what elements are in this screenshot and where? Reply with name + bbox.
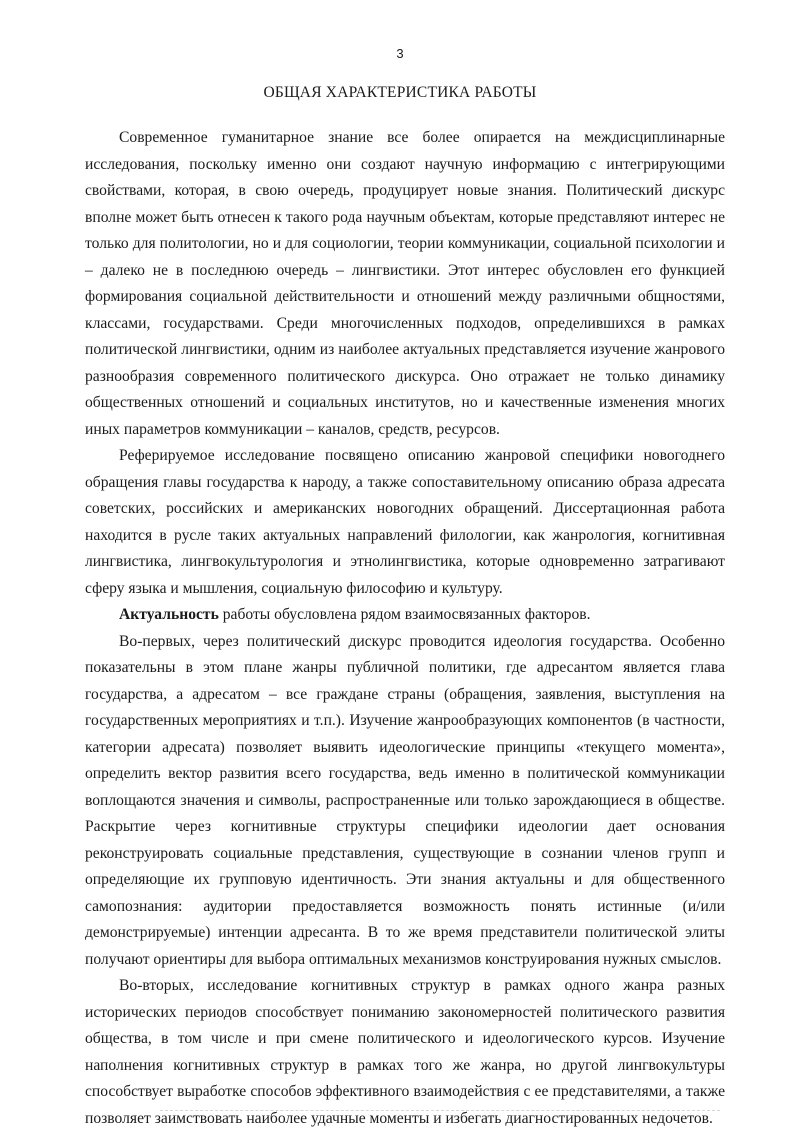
relevance-text: работы обусловлена рядом взаимосвязанных факторов. [218,606,591,623]
section-heading: ОБЩАЯ ХАРАКТЕРИСТИКА РАБОТЫ [263,84,537,101]
body-text [85,125,725,1132]
relevance-term: Актуальность [119,606,219,623]
paragraph-firstly: Во-первых, через политический дискурс проводится идеология государства. Особенно показательны в этом плане жанры публичной политики, где адресантом является глава государства, а адресатом – все граждане страны (обращения, заявления, выступления на государственных мероприятиях и т.п.). Изучение жанрообразующих компонентов (в частности, категории адресата) позволяет выявить идеологические принципы «текущего момента», определить вектор развития всего государства, ведь именно в политической коммуникации воплощаются значения и символы, распространенные или только зарождающиеся в обществе. Раскрытие через когнитивные структуры специфики идеологии дает основания реконструировать социальные представления, существующие в сознании членов групп и определяющие их групповую идентичность. Эти знания актуальны и для общественного самопознания: аудитории предоставляется возможность понять истинные (и/или демонстрируемые) интенции адресанта. В то же время представители политической элиты получают ориентиры для выбора оптимальных механизмов конструирования нужных смыслов. [85,632,725,968]
paragraph-research-subject: Реферируемое исследование посвящено описанию жанровой специфики новогоднего обращения главы государства к народу, а также сопоставительному описанию образа адресата советских, российских и американских новогодних обращений. Диссертационная работа находится в русле таких актуальных направлений филологии, как жанрология, когнитивная лингвистика, лингвокультурология и этнолингвистика, которые одновременно затрагивают сферу языка и мышления, социальную философию и культуру. [85,447,725,597]
paragraph-relevance [85,602,725,629]
footer-rule [160,1110,720,1111]
page-number: 3 [396,46,404,61]
paragraph-interdisciplinary: Современное гуманитарное знание все более опирается на междисциплинарные исследования, поскольку именно они создают научную информацию с интегрирующими свойствами, которая, в свою очередь, продуцирует новые знания. Политический дискурс вполне может быть отнесен к такого рода научным объектам, которые представляют интерес не только для политологии, но и для социологии, теории коммуникации, социальной психологии и – далеко не в последнюю очередь – лингвистики. Этот интерес обусловлен его функцией формирования социальной действительности и отношений между различными общностями, классами, государствами. Среди многочисленных подходов, определившихся в рамках политической лингвистики, одним из наиболее актуальных представляется изучение жанрового разнообразия современного политического дискурса. Оно отражает не только динамику общественных отношений и социальных институтов, но и качественные изменения многих иных параметров коммуникации – каналов, средств, ресурсов. [85,129,725,438]
paragraph-secondly: Во-вторых, исследование когнитивных структур в рамках одного жанра разных исторических периодов способствует пониманию закономерностей политического развития общества, в том числе и при смене политического и идеологического курсов. Изучение наполнения когнитивных структур в рамках того же жанра, но другой лингвокультуры способствует выработке способов эффективного взаимодействия с ее представителями, а также позволяет заимствовать наиболее удачные моменты и избегать диагностированных недочетов. [85,977,725,1127]
